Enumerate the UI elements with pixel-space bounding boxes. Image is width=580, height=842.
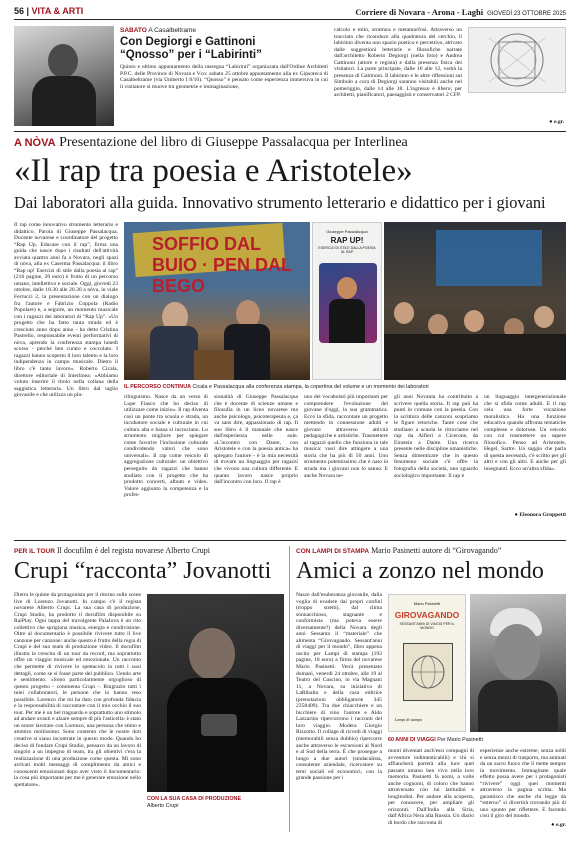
top-story-place: A Casalbeltrame: [148, 27, 197, 34]
column-divider: [289, 546, 290, 832]
crupi-caption: [147, 796, 284, 810]
globe-drawing: [404, 644, 452, 700]
left-story-kicker-text: Il docufilm è del regista novarese Alberto Crupi: [56, 546, 211, 555]
main-story-signature: ● Eleonora Groppetti: [514, 512, 566, 518]
main-story-text-col3: sionalità di Giuseppe Passalacqua che è docente di scienze umane e filosofia in un liceo novarese ma anche psicologo, psicoterapeuta e, ça va sans dire, appassionato di rap. Il suo libro è il manuale che nasce dall'esperienza nelle aule. «L'incontro con Dante, con Aristotele e con la poesia antica» ha spiegato l'autore - è la mia necessità di trovare un linguaggio per ragazzi che vivono una cultura differente. E quanto lavoro nasce proprio dall'incontro con loro. Il rap è: [214, 394, 298, 486]
wall-graffiti: SOFFIO DAL BUIO · PEN DAL BEGO: [152, 234, 292, 296]
girovagando-book-cover: [388, 594, 466, 732]
right-story-signature: ● e.gr.: [551, 822, 566, 828]
left-story-kicker: PER IL TOUR: [14, 548, 55, 555]
labyrinth-image: [468, 27, 566, 93]
pasinetti-caption: [388, 737, 566, 743]
main-caption-text: Cicala e Passalacqua alla conferenza stampa, la copertina del volume e un momento dei laboratori: [192, 384, 429, 390]
pasinetti-caption-text: Per Mario Pasinetti: [437, 737, 483, 743]
book-cover-illustration: [319, 263, 377, 343]
right-story-text-col3: esperienze anche estreme, senza soldi e senza mezzi di trasporto, ma animati da un sacro fuoco che li mette sempre in movimento. Immaginate quale effetto possa avere per i protagonisti “rivivere” oggi quei momenti attraverso la pagina scritta. Ma garantisco che anche chi legge da “esterno” si divertirà trovando più di uno spunto per riflettere. E facendo così il giro del mondo.: [480, 748, 566, 820]
pasinetti-caption-label: 60 ANNI DI VIAGGI: [388, 737, 436, 743]
crupi-photo: [147, 594, 284, 792]
top-story-left-column: [120, 27, 328, 126]
main-caption-label: IL PERCORSO CONTINUA: [124, 384, 191, 390]
section-name: VITA & ARTI: [31, 6, 84, 16]
left-story-kicker-line: [14, 546, 284, 557]
top-story-kicker: SABATO: [120, 27, 147, 34]
right-story-text-col2: monti diventati anch'essi compagni di avventure indimenticabili) e chi si affiancherà porterà alla luce quel passato umano ben vivo nella loro memoria. Pasinetti fa nomi, a volte anche cognomi, di coloro che hanno attraversato con lui latitudini e longitudini. Per andare alla scoperta, per conoscere, per ampliare gli orizzonti. Dall'India alla Siria, dall'Africa Nera alla Russia. Un diario di bordo che racconta di: [388, 748, 474, 827]
press-conference-photo: [124, 222, 310, 380]
page-folio: 56 | VITA & ARTI: [14, 6, 84, 16]
book-cover-subtitle: ESERCIZI DI STILE DALLA POESIA AL RAP: [318, 246, 376, 254]
crupi-caption-text: Alberto Crupi: [147, 803, 179, 809]
main-story-headline: «Il rap tra poesia e Aristotele»: [14, 153, 413, 189]
masthead-title: Corriere di Novara - Arona - Laghi: [355, 7, 484, 17]
issue-date: GIOVEDÌ 23 OTTOBRE 2025: [487, 11, 566, 17]
main-story-subhead: Dai laboratori alla guida. Innovativo strumento letterario e didattico per i giovani: [14, 193, 546, 212]
girovagando-title: GIROVAGANDO: [394, 610, 460, 620]
rap-up-book-cover: [312, 222, 382, 380]
main-story-text-col1: Il rap come innovativo strumento letterario e didattico. Parola di Giuseppe Passalacqua. Docente novarese e coordinatore del progetto “Rap Up. Educare con il rap”, firma una guida che nasce dopo i risultati dell'attività avviata quattro anni fa a Novara, negli spazi di nòva, alla ex Caserma Passalacqua: il libro “Rap up! Esercizi di stile dalla poesia al rap” (216 pagine, 20 euro) è frutto di un percorso umano, intellettivo e sociale. Oggi, giovedì 23 ottobre, dalle 18.30 alle 20.30 a nòva, in viale Ferrucci 2, la presentazione con un dialogo fra l'autore e Fabrizio Coppola (Radio Popolare) e, a seguire, un momento musicale con i ragazzi dei laboratori di “Rap Up”. «Un progetto che ha fatto tanta strada ed è cresciuto anno dopo anno - ha detto Cristina Pastrello, responsabile eventi performativi di nòva, aprendo la conferenza stampa lunedì scorso - perché ben curato e coccolato. I ragazzi hanno scoperto il loro talento e la loro indipendenza in campo musicale. Dietro il libro c'è tanto lavoro». Roberto Cicala, direttore editoriale di Interlinea: «Abbiamo voluto inserire il titolo nella collana della saggistica letteraria. Un libro dal taglio giovanile e che utilizza un plu-: [14, 222, 118, 399]
page-header: [14, 6, 566, 20]
book-cover-author: Giuseppe Passalacqua: [326, 229, 368, 234]
girovagando-cover-illustration: [403, 643, 453, 701]
page-number: 56: [14, 6, 25, 16]
pasinetti-photo: [470, 594, 566, 732]
girovagando-author: Mario Pasinetti: [413, 601, 441, 606]
right-story-text-col1: Nasce dall'esuberanza giovanile, dalla voglia di evadere dai propri confini (troppo stretti), dal clima sonnacchioso, stagnante e conformista (ma poteva essere diversamente?) della Novara degli anni Sessanta il “materiale” che alimenta “Girovagando. Sessant'anni di viaggi per il mondo”, libro appena uscito per Lampi di stampa (192 pagine, 18 euro) a firma del novarese Mario Pasinetti. Verrà presentato domani, venerdì 24 ottobre, alle 19 al Teatro del Cuscino, in via Magnani 11, a Novara, su iniziativa di LaRibalta e della casa editrice (prenotazioni obbligatorie 345 2358409). Tra due chiacchiere e un bicchiere di vino l'autore e Aldo Lazzarino ripercorrono i racconti del loro viaggio. Modera Giorgio Rizzotto. Il collage di ricordi di viaggi (memorabili senza dubbio) ripercorre anche attraverso le escursioni al Nord e al Sud della terra. È che prosegue a lungo a due autori (sindacalista, consulente aziendale, ricercatore su temi sociali ed economici, con la grande passione per i: [296, 592, 382, 782]
main-story-kicker-text: Presentazione del libro di Giuseppe Passalacqua per Interlinea: [59, 135, 408, 150]
top-story-headline: [120, 36, 328, 61]
left-story-headline: Crupi “racconta” Jovanotti: [14, 558, 272, 584]
book-cover-title: RAP UP!: [330, 236, 364, 245]
masthead: [355, 7, 566, 17]
main-story-text-col2: rilinguismo. Nasce da un verso di Lupe Fiasco che ho deciso di utilizzare come inizio». Il rap diventa così un ponte tra scuola e strada, un incubatore sociale e culturale in cui cultura alta e bassa si incrociano. Lo strumento migliore per spiegare come favorire l'inclusione culturale condividendo valori che sono universali». Il rap come veicolo di aggregazione culturale: un obiettivo perseguito da ragazzi che hanno studiato con il progetto che ha prodotto concerti, album e video. Valore aggiunto la competenza e la profes-: [124, 394, 208, 499]
top-story-right-column: [334, 27, 564, 125]
top-story-headline-line2: “Qnosso” per i “Labirinti”: [120, 48, 262, 61]
girovagando-publisher: Lampi di stampa: [395, 717, 422, 722]
main-photo-caption: [124, 384, 566, 390]
workshop-photo: [384, 222, 566, 380]
left-story-text: Dietro le quinte da protagonista per il ritorno sulle scene live di Lorenzo Jovanotti. In campo c'è il regista novarese Alberto Crupi. La sua casa di produzione, Crupi Studio, ha prodotto il docufilm disponibile su RaiPlay. Ogni tappa del travolgente PalaJova è un rito collettivo che sprigiona musica, energia e condivisione. Oltre al documentario è possibile rivivere tutto il live canzone per canzone: anche questo è frutto della regia di Crupi e del suo team di produzione video. Il docufilm illustra la crescita di un tour da record, ma soprattutto offre un viaggio musicale ed emozionale. Un racconto che permette di rivivere lo spettacolo in tutti i suoi dettagli, come se si fosse parte del pubblico. Uendo arte e sentimento. «Sono particolarmente orgoglioso di questo progetto - commenta Crupi -. Ringrazio tutti i miei collaboratori, le persone che lo hanno reso possibile. Lorenzo che mi ha dato con profonda fiducia e la responsabilità di raccontare con il mio occhio il suo tour. Per me è un bel traguardo e soprattutto uno stimolo ad andare avanti e alzare sempre di più l'asticella: è stato un onore lavorare con Lorenzo, una persona che stimo e ammiro moltissimo. Sono contento che le nostre doti creative si siano incontrate in questo modo. Quando ho deciso di fondare Crupi Studio, pensavo da un lavoro di singolo a un impegno di team, tra gli obiettivi c'era la realizzazione di una produzione come questa. Mi sono arrivati molti messaggi di complimento da amici e conoscenti emozionati dopo aver visto il documentario: la cosa più importante per me è generare emozione nello spettatore».: [14, 592, 141, 788]
right-story-kicker-text: Mario Pasinetti autore di “Girovagando”: [371, 546, 502, 555]
top-divider: [14, 131, 566, 132]
right-story-headline: Amici a zonzo nel mondo: [296, 558, 544, 584]
main-story-text-col4: uno dei vocabolari più importanti per comprendere l'evoluzione del giovane d'oggi, la sua grammatica. Ecco la sfida, raccontare un progetto mettendo in connessione adulti e giovani attraverso attività pedagogiche e artistiche. Trasmettere ai ragazzi quello che funziona in tale musica: vuol dire attingere a una storia che ha più di 50 anni. Uno strumento potentissimo che è nato in strada ma i giovani non lo sanno. E anche Novara ne-: [304, 394, 388, 479]
top-story-text-col1: Quinto e ultimo appuntamento della rassegna “Labirinti” organizzata dall'Ordine Architetti P.P.C. delle Province di Novara e Vco: sabato 25 ottobre appuntamento alla ex Gipsoteca di Casalbeltrame (via Umberto I 8/10). “Qnosso” è pensato come esperienza immersiva in cui il visitatore si muove tra geometrie e immaginazione,: [120, 64, 328, 90]
main-story-kicker: A NÒVA: [14, 137, 56, 149]
main-story-text-col6: un linguaggio intergenerazionale che si sfida come adulti. E il rap cela una forte vocazione moralistica. Ha una funzione educativa quando affronta tematiche complesse e dolorose. Un veicolo con cui trasmettere un sapere filosofico. Penso ad Aristotele, Hegel, Sartre. Un saggio che parla di questa necessità, c'è scritto per gli altri e con gli altri. E anche per gli insegnanti. Ecco un'altra sfida».: [484, 394, 566, 473]
main-story-text-col5: gli anni Novanta ha contribuito a scrivere quella storia. Il rap può ha punti in comune con la poesia. Con la scrittura delle canzoni scopriamo le figure retoriche. Tante cose che studiano a scuola le ritroviamo nel rap: da Alfieri a Cicerone, da Einstein a Dante. Una ricerca presente nelle discipline umanistiche. Senza dimenticare che in questo fenomeno sociale c'è offre la fotografia della società, uno sguardo sociologico importante. Il rap è: [394, 394, 478, 479]
middle-divider: [14, 540, 566, 541]
right-story-kicker: CON LAMPI DI STAMPA: [296, 548, 370, 555]
right-story-kicker-line: [296, 546, 566, 557]
top-story-headline-line1: Con Degiorgi e Gattinoni: [120, 36, 256, 48]
crupi-caption-label: CON LA SUA CASA DI PRODUZIONE: [147, 796, 242, 802]
labyrinth-drawing: [469, 28, 565, 92]
top-story-signature: ● e.gr.: [549, 119, 564, 125]
top-story-text-col2: calcolo e mito, struttura e metamorfosi. Attraverso un tracciato che riconduce alla quadratura del cerchio, il labirinto diventa uno spazio poetico e percettivo, attivato dalle suggestioni letterarie e filosofiche narrate dall'architetto Roberto Degiorgi (nella foto) e Andrea Gattinoni (attore e regista) e dalla presenza fisica dei visitatori. La parte principale, dalle 10 alle 12, vedrà la presenza di Gattinoni. Il labirinto e le altre riflessioni sul Simbolo a cura di Degiorgi saranno visitabili anche nel pomeriggio, dalle 14 alle 18. L'ingresso è libero; per architetti, pianificatori, paesaggisti e conservatori 2 CFP.: [334, 27, 462, 99]
girovagando-subtitle: SESSANT'ANNI DI VIAGGI PER IL MONDO: [399, 622, 455, 630]
main-story-kicker-line: [14, 135, 566, 151]
degiorgi-photo: [14, 26, 114, 126]
